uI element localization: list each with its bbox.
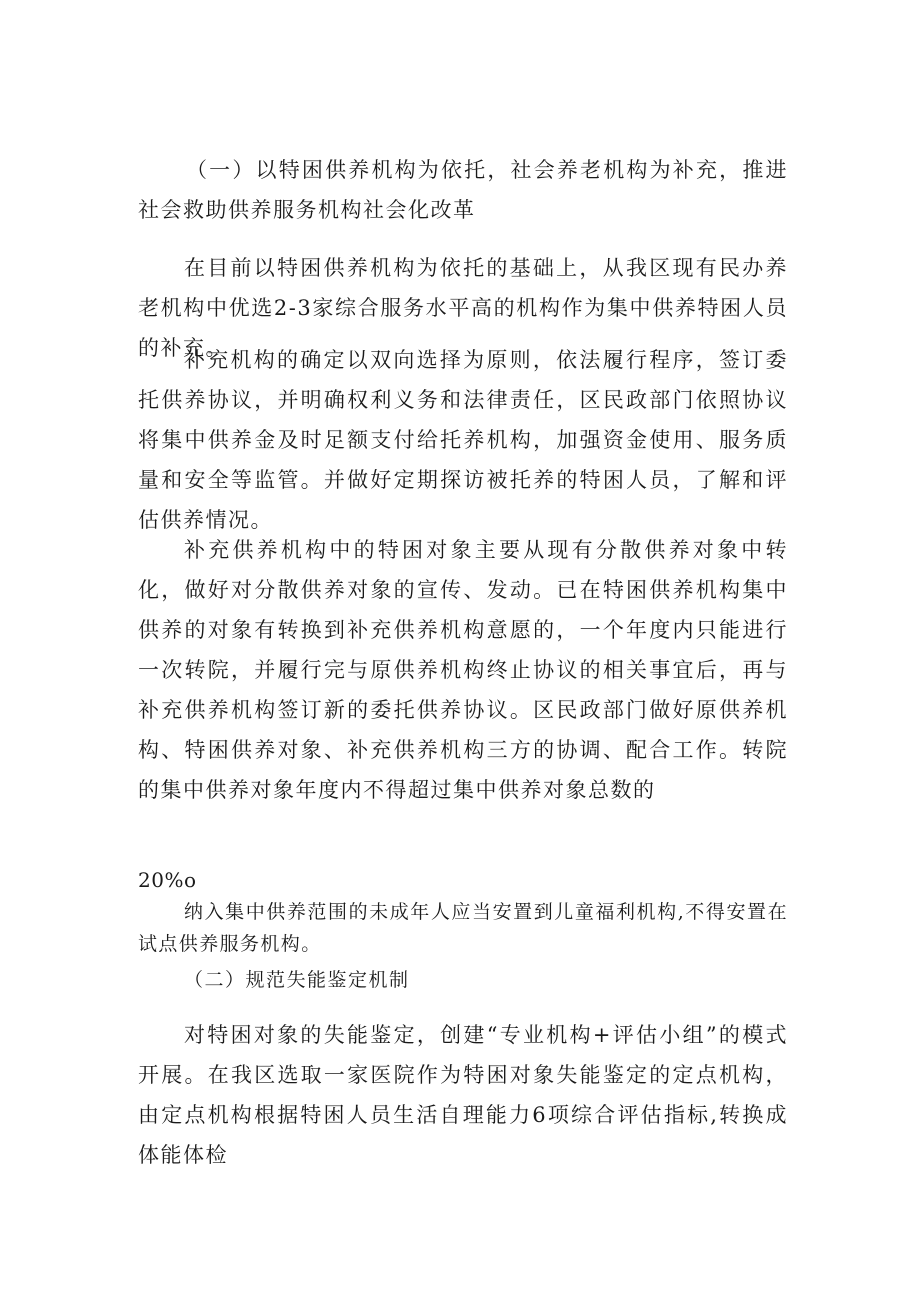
paragraph-4: 纳入集中供养范围的未成年人应当安置到儿童福利机构,不得安置在试点供养服务机构。 <box>138 901 788 955</box>
paragraph-1: 在目前以特困供养机构为依托的基础上，从我区现有民办养老机构中优选2-3家综合服务水平高的机构作为集中供养特困人员的补充。 <box>138 256 788 360</box>
section-heading-1: （一）以特困供养机构为依托，社会养老机构为补充，推进社会救助供养服务机构社会化改革 <box>138 158 788 222</box>
percentage-fragment: 20%o <box>138 868 197 892</box>
section-heading-2: （二）规范失能鉴定机制 <box>184 969 410 991</box>
paragraph-5: 对特困对象的失能鉴定，创建“专业机构+评估小组”的模式开展。在我区选取一家医院作为特困对象失能鉴定的定点机构，由定点机构根据特困人员生活自理能力6项综合评估指标,转换成体能体检 <box>138 1023 788 1167</box>
paragraph-3: 补充供养机构中的特困对象主要从现有分散供养对象中转化，做好对分散供养对象的宣传、发动。已在特困供养机构集中供养的对象有转换到补充供养机构意愿的，一个年度内只能进行一次转院，并履行完与原供养机构终止协议的相关事宜后，再与补充供养机构签订新的委托供养协议。区民政部门做好原供养机构、特困供养对象、补充供养机构三方的协调、配合工作。转院的集中供养对象年度内不得超过集中供养对象总数的 <box>138 538 788 802</box>
paragraph-2: 补充机构的确定以双向选择为原则，依法履行程序，签订委托供养协议，并明确权利义务和法律责任，区民政部门依照协议将集中供养金及时足额支付给托养机构，加强资金使用、服务质量和安全等监管。并做好定期探访被托养的特困人员，了解和评估供养情况。 <box>138 348 788 532</box>
